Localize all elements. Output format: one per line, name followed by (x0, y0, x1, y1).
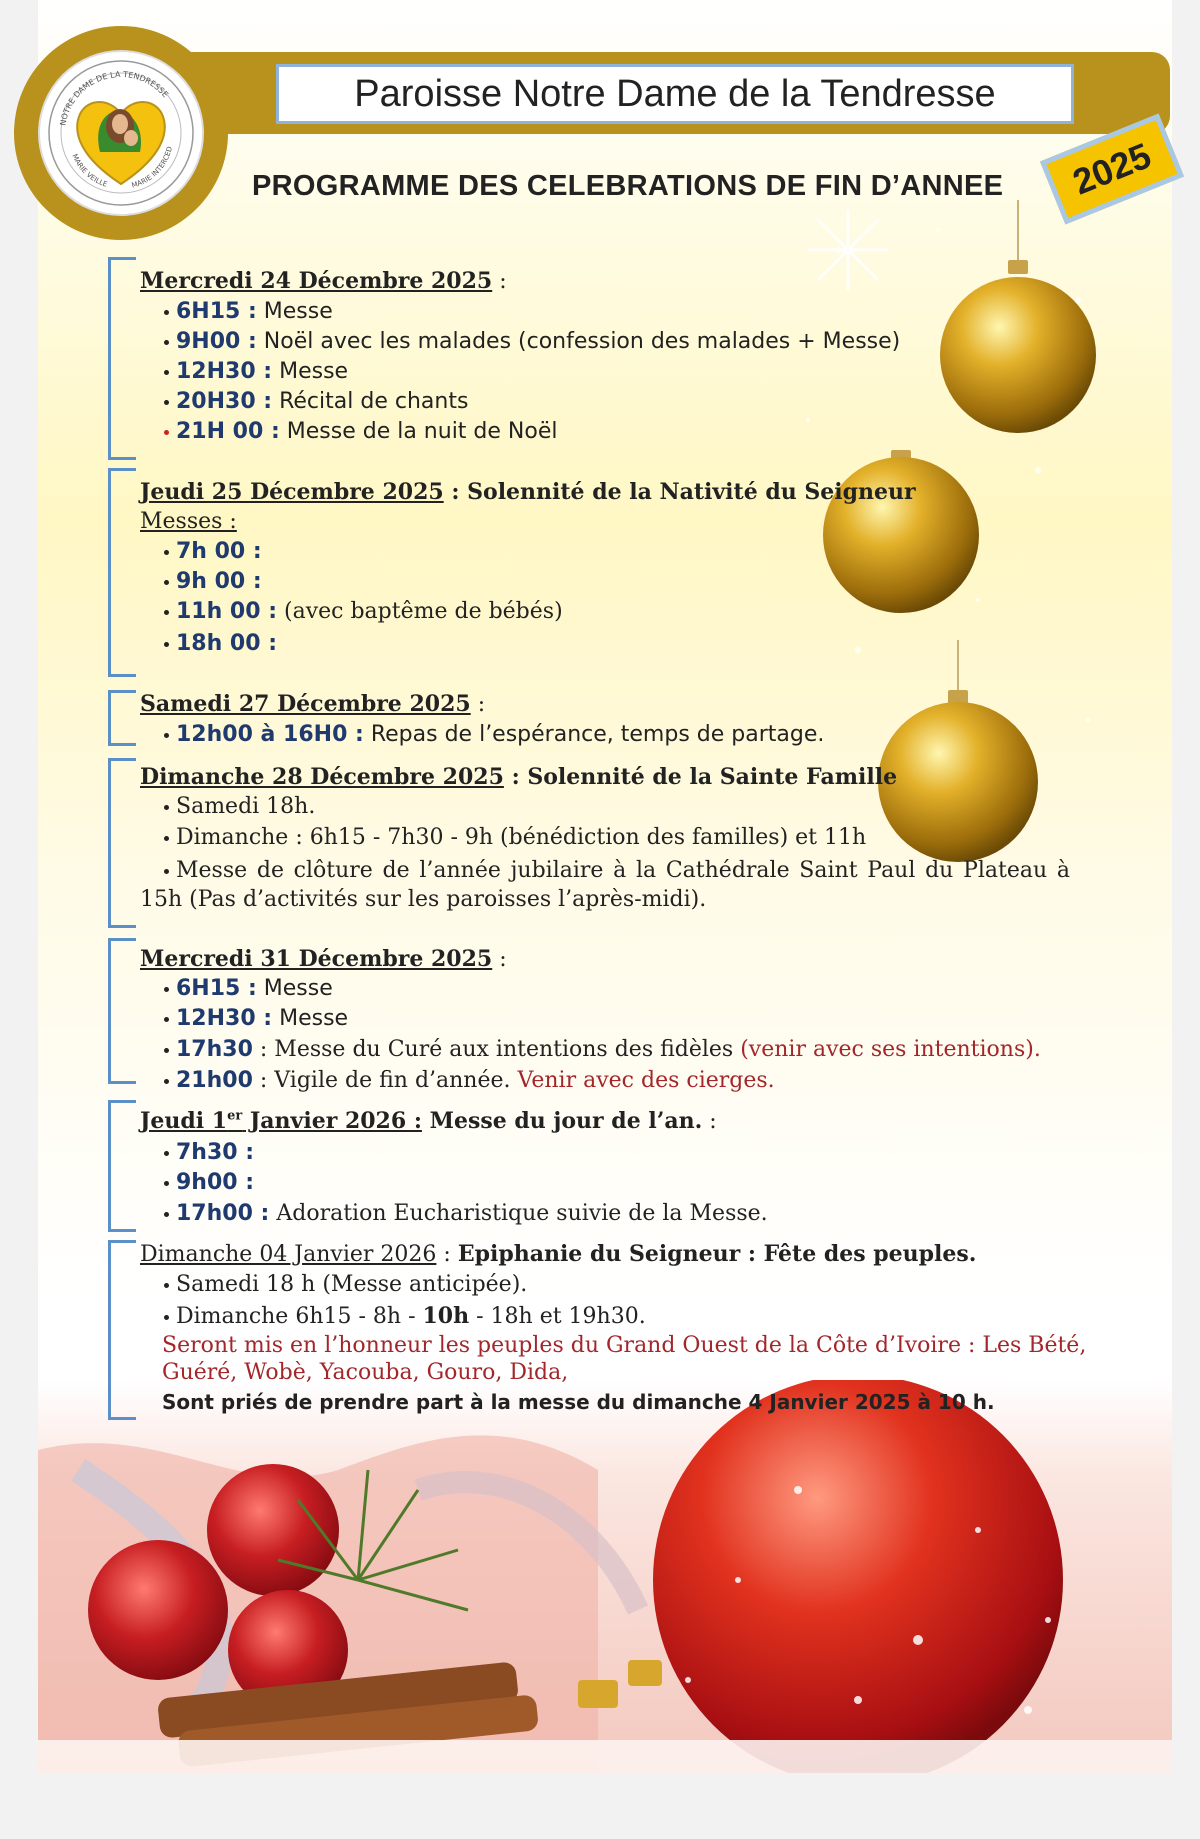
section-date: Dimanche 04 Janvier 2026 (140, 1242, 437, 1267)
section-bracket (108, 938, 111, 1084)
section-header: Dimanche 04 Janvier 2026 : Epiphanie du Seigneur : Fête des peuples. (140, 1241, 977, 1267)
section-title: : Solennité de la Sainte Famille (503, 764, 898, 790)
section-title: Messe du jour de l’an. (421, 1108, 703, 1134)
year-badge-label: 2025 (1067, 134, 1157, 203)
honor-note: Guéré, Wobè, Yacouba, Gouro, Dida, (162, 1360, 569, 1385)
list-item: Messe de clôture de l’année jubilaire à la Cathédrale Saint Paul du Plateau à 15h (Pas d’activités sur les paroisses l’après-midi). (140, 858, 1070, 912)
list-item: 21h00 : Vigile de fin d’année. Venir avec des cierges. (164, 1068, 775, 1093)
final-note: Sont priés de prendre part à la messe du dimanche 4 Janvier 2025 à 10 h. (162, 1390, 995, 1414)
logo-text-right: MARIE INTERCED (130, 145, 174, 190)
section-date: Jeudi 1er Janvier 2026 : (140, 1108, 422, 1134)
section-date: Mercredi 24 Décembre 2025 (140, 268, 493, 294)
list-item: 17h00 : Adoration Eucharistique suivie de la Messe. (164, 1201, 768, 1226)
section-title: Epiphanie du Seigneur : Fête des peuples. (457, 1241, 977, 1267)
section-date: Dimanche 28 Décembre 2025 (140, 764, 504, 790)
list-item: 12h00 à 16H0 : Repas de l’espérance, temps de partage. (164, 722, 824, 747)
list-item: 20H30 : Récital de chants (164, 389, 468, 414)
list-item: 21H 00 : Messe de la nuit de Noël (164, 419, 557, 444)
section-bracket (108, 257, 111, 460)
section-date: Jeudi 25 Décembre 2025 (140, 479, 444, 505)
section-header (140, 764, 897, 790)
section-bracket (108, 758, 111, 928)
list-item: 6H15 : Messe (164, 299, 333, 324)
page-subtitle: PROGRAMME DES CELEBRATIONS DE FIN D’ANNEE (252, 170, 1004, 202)
list-item: 12H30 : Messe (164, 1006, 348, 1031)
list-item: Samedi 18 h (Messe anticipée). (164, 1272, 527, 1297)
section-header: Samedi 27 Décembre 2025 : (140, 691, 486, 717)
list-item: 6H15 : Messe (164, 976, 333, 1001)
section-bracket (108, 468, 111, 677)
page-title: Paroisse Notre Dame de la Tendresse (354, 72, 996, 115)
honor-note: Seront mis en l’honneur les peuples du Grand Ouest de la Côte d’Ivoire : Les Bété, (162, 1333, 1087, 1358)
list-item: 9h 00 : (164, 569, 262, 594)
logo-text-left: MARIE VEILLE (70, 152, 109, 189)
section-header (140, 479, 916, 505)
list-item: 17h30 : Messe du Curé aux intentions des fidèles (venir avec ses intentions). (164, 1037, 1041, 1062)
logo-text-top: NOTRE DAME DE LA TENDRESSE (58, 69, 170, 127)
list-item: Dimanche : 6h15 - 7h30 - 9h (bénédiction des familles) et 11h (164, 825, 866, 850)
section-date: Mercredi 31 Décembre 2025 (140, 946, 493, 972)
section-bracket (108, 690, 111, 746)
list-item: 9H00 : Noël avec les malades (confession des malades + Messe) (164, 329, 900, 354)
section-header: Mercredi 24 Décembre 2025 : (140, 268, 507, 294)
list-item: 18h 00 : (164, 631, 277, 656)
list-item: 7h30 : (164, 1140, 254, 1165)
section-header: Mercredi 31 Décembre 2025 : (140, 946, 507, 972)
list-item: 11h 00 : (avec baptême de bébés) (164, 599, 563, 624)
section-date: Samedi 27 Décembre 2025 (140, 691, 471, 717)
list-item: 7h 00 : (164, 539, 262, 564)
section-title: : Solennité de la Nativité du Seigneur (443, 479, 916, 505)
section-bracket (108, 1100, 111, 1232)
list-item: 9h00 : (164, 1170, 254, 1195)
messes-label: Messes : (140, 509, 237, 534)
list-item: Samedi 18h. (164, 794, 315, 819)
section-header: Jeudi 1er Janvier 2026 : Messe du jour de l’an. : (140, 1108, 717, 1134)
list-item: Dimanche 6h15 - 8h - 10h - 18h et 19h30. (164, 1303, 646, 1329)
section-bracket (108, 1240, 111, 1420)
list-item: 12H30 : Messe (164, 359, 348, 384)
